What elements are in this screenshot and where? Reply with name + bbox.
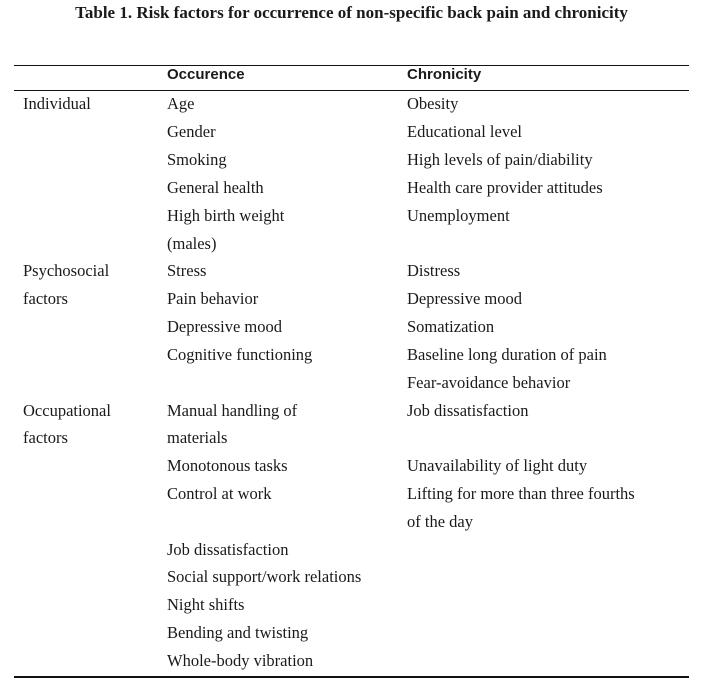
chronicity-item: Distress (407, 261, 461, 280)
occurrence-item: Depressive mood (167, 317, 283, 336)
table-caption: Table 1. Risk factors for occurrence of non-specific back pain and chronicity (75, 3, 628, 22)
occurrence-item: High birth weight (167, 206, 285, 225)
table-top-rule (14, 65, 689, 66)
chronicity-item: of the day (407, 512, 473, 531)
chronicity-item: Unemployment (407, 206, 510, 225)
occurrence-item: Bending and twisting (167, 623, 309, 642)
occurrence-item: Age (167, 94, 195, 113)
chronicity-item: Depressive mood (407, 289, 523, 308)
occurrence-item: Manual handling of (167, 401, 298, 420)
header-chronicity: Chronicity (407, 66, 482, 83)
chronicity-item: Somatization (407, 317, 495, 336)
occurrence-item: Cognitive functioning (167, 345, 313, 364)
category-label: Occupational (23, 401, 111, 420)
chronicity-item: Baseline long duration of pain (407, 345, 607, 364)
occurrence-item: (males) (167, 234, 217, 253)
chronicity-item: Health care provider attitudes (407, 178, 603, 197)
occurrence-item: Night shifts (167, 595, 245, 614)
occurrence-item: Monotonous tasks (167, 456, 288, 475)
chronicity-item: Unavailability of light duty (407, 456, 588, 475)
chronicity-item: Lifting for more than three fourths (407, 484, 635, 503)
chronicity-item: Job dissatisfaction (407, 401, 529, 420)
chronicity-item: High levels of pain/diability (407, 150, 593, 169)
occurrence-item: General health (167, 178, 264, 197)
occurrence-item: Whole-body vibration (167, 651, 314, 670)
occurrence-item: Social support/work relations (167, 567, 362, 586)
occurrence-item: materials (167, 428, 228, 447)
occurrence-item: Smoking (167, 150, 227, 169)
category-label: factors (23, 289, 68, 308)
occurrence-item: Stress (167, 261, 207, 280)
category-label: Psychosocial (23, 261, 110, 280)
occurrence-item: Gender (167, 122, 216, 141)
occurrence-item: Pain behavior (167, 289, 259, 308)
occurrence-item: Job dissatisfaction (167, 540, 289, 559)
table-header-rule (14, 90, 689, 91)
table-bottom-rule (14, 676, 689, 678)
header-occurrence: Occurence (167, 66, 245, 83)
chronicity-item: Obesity (407, 94, 459, 113)
chronicity-item: Fear-avoidance behavior (407, 373, 571, 392)
occurrence-item: Control at work (167, 484, 272, 503)
category-label: factors (23, 428, 68, 447)
chronicity-item: Educational level (407, 122, 522, 141)
category-label: Individual (23, 94, 91, 113)
